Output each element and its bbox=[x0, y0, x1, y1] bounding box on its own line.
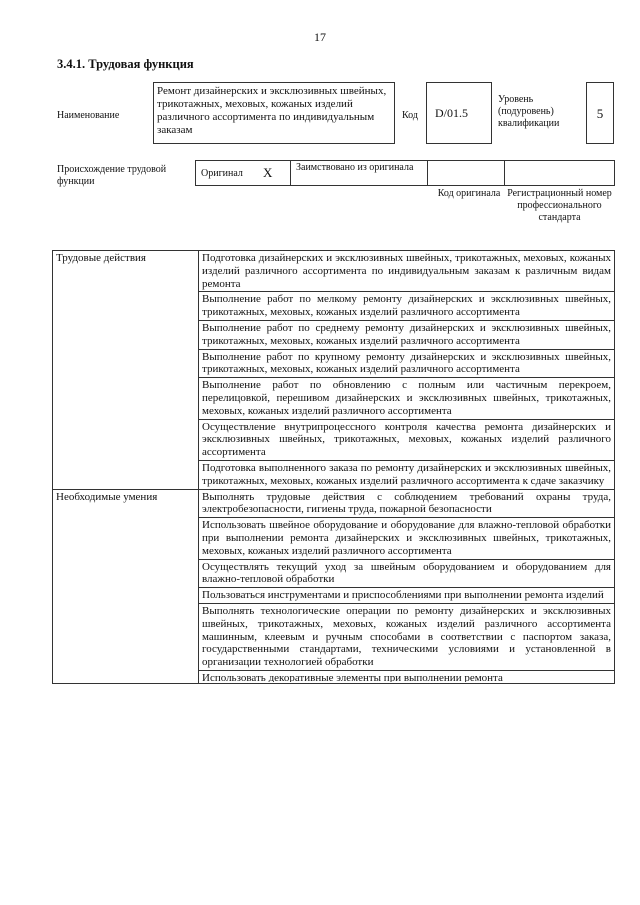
code-label: Код bbox=[402, 110, 418, 121]
table-cell: Осуществление внутрипроцессного контроля качества ремонта дизайнерских и эксклюзивных швейных, трикотажных, меховых, кожаных изделий различного ассортимента bbox=[199, 419, 615, 460]
name-label: Наименование bbox=[57, 110, 120, 121]
origin-table bbox=[195, 160, 615, 186]
reg-number-cell bbox=[504, 160, 615, 186]
table-cell: Выполнение работ по мелкому ремонту дизайнерских и эксклюзивных швейных, трикотажных, меховых, кожаных изделий различного ассортимента bbox=[199, 292, 615, 321]
original-code-cell bbox=[427, 160, 505, 186]
code-original-caption: Код оригинала bbox=[437, 188, 501, 199]
table-cell bbox=[199, 670, 615, 683]
table-cell: Выполнение работ по крупному ремонту дизайнерских и эксклюзивных швейных, трикотажных, меховых, кожаных изделий различного ассортимента bbox=[199, 349, 615, 378]
category-cell: Необходимые умения bbox=[53, 489, 199, 683]
section-title: 3.4.1. Трудовая функция bbox=[57, 57, 194, 71]
table-cell: Выполнять технологические операции по ремонту дизайнерских и эксклюзивных швейных, трикотажных, меховых, кожаных изделий различного ассортимента машинным, клеевым и ручным способами в соответствии с паспортом заказа, государственными стандартами, техническими условиями и установленной в организации технологией обработки bbox=[199, 603, 615, 670]
table-cell: Выполнять трудовые действия с соблюдением требований охраны труда, электробезопасности, гигиены труда, пожарной безопасности bbox=[199, 489, 615, 518]
function-name-value: Ремонт дизайнерских и эксклюзивных швейных, трикотажных, меховых, кожаных изделий различного ассортимента по индивидуальным заказам bbox=[153, 82, 395, 144]
table-cell: Выполнение работ по обновлению с полным или частичным перекроем, перелицовкой, перешивом дизайнерских и эксклюзивных швейных, трикотажных, меховых, кожаных изделий различного ассортимента bbox=[199, 378, 615, 419]
level-label: Уровень (подуровень) квалификации bbox=[498, 94, 560, 129]
table-row bbox=[53, 489, 615, 518]
code-value: D/01.5 bbox=[426, 82, 492, 144]
borrowed-label: Заимствовано из оригинала bbox=[296, 162, 414, 173]
table-cell: Пользоваться инструментами и приспособлениями при выполнении ремонта изделий bbox=[199, 588, 615, 604]
page-number: 17 bbox=[314, 30, 326, 44]
truncated-cell-text: Использовать декоративные элементы при выполнении ремонта bbox=[202, 671, 503, 682]
original-label: Оригинал bbox=[201, 168, 243, 179]
table-cell: Использовать швейное оборудование и оборудование для влажно-тепловой обработки при выполнении ремонта дизайнерских и эксклюзивных швейных, трикотажных, меховых, кожаных изделий различного ассортимента bbox=[199, 518, 615, 559]
table-row bbox=[53, 251, 615, 292]
reg-number-caption: Регистрационный номер профессионального стандарта bbox=[507, 188, 612, 223]
table-cell: Подготовка дизайнерских и эксклюзивных швейных, трикотажных, меховых, кожаных изделий различного ассортимента по индивидуальным заказам к различным видам ремонта bbox=[199, 251, 615, 292]
origin-label: Происхождение трудовой функции bbox=[57, 164, 167, 187]
category-cell: Трудовые действия bbox=[53, 251, 199, 490]
table-cell: Выполнение работ по среднему ремонту дизайнерских и эксклюзивных швейных, трикотажных, меховых, кожаных изделий различного ассортимента bbox=[199, 320, 615, 349]
table-cell: Подготовка выполненного заказа по ремонту дизайнерских и эксклюзивных швейных, трикотажных, меховых, кожаных изделий различного ассортимента к сдаче заказчику bbox=[199, 460, 615, 489]
table-cell: Осуществлять текущий уход за швейным оборудованием и оборудованием для влажно-тепловой обработки bbox=[199, 559, 615, 588]
level-value: 5 bbox=[586, 82, 614, 144]
original-mark: X bbox=[263, 165, 273, 180]
labor-function-table bbox=[52, 250, 615, 684]
